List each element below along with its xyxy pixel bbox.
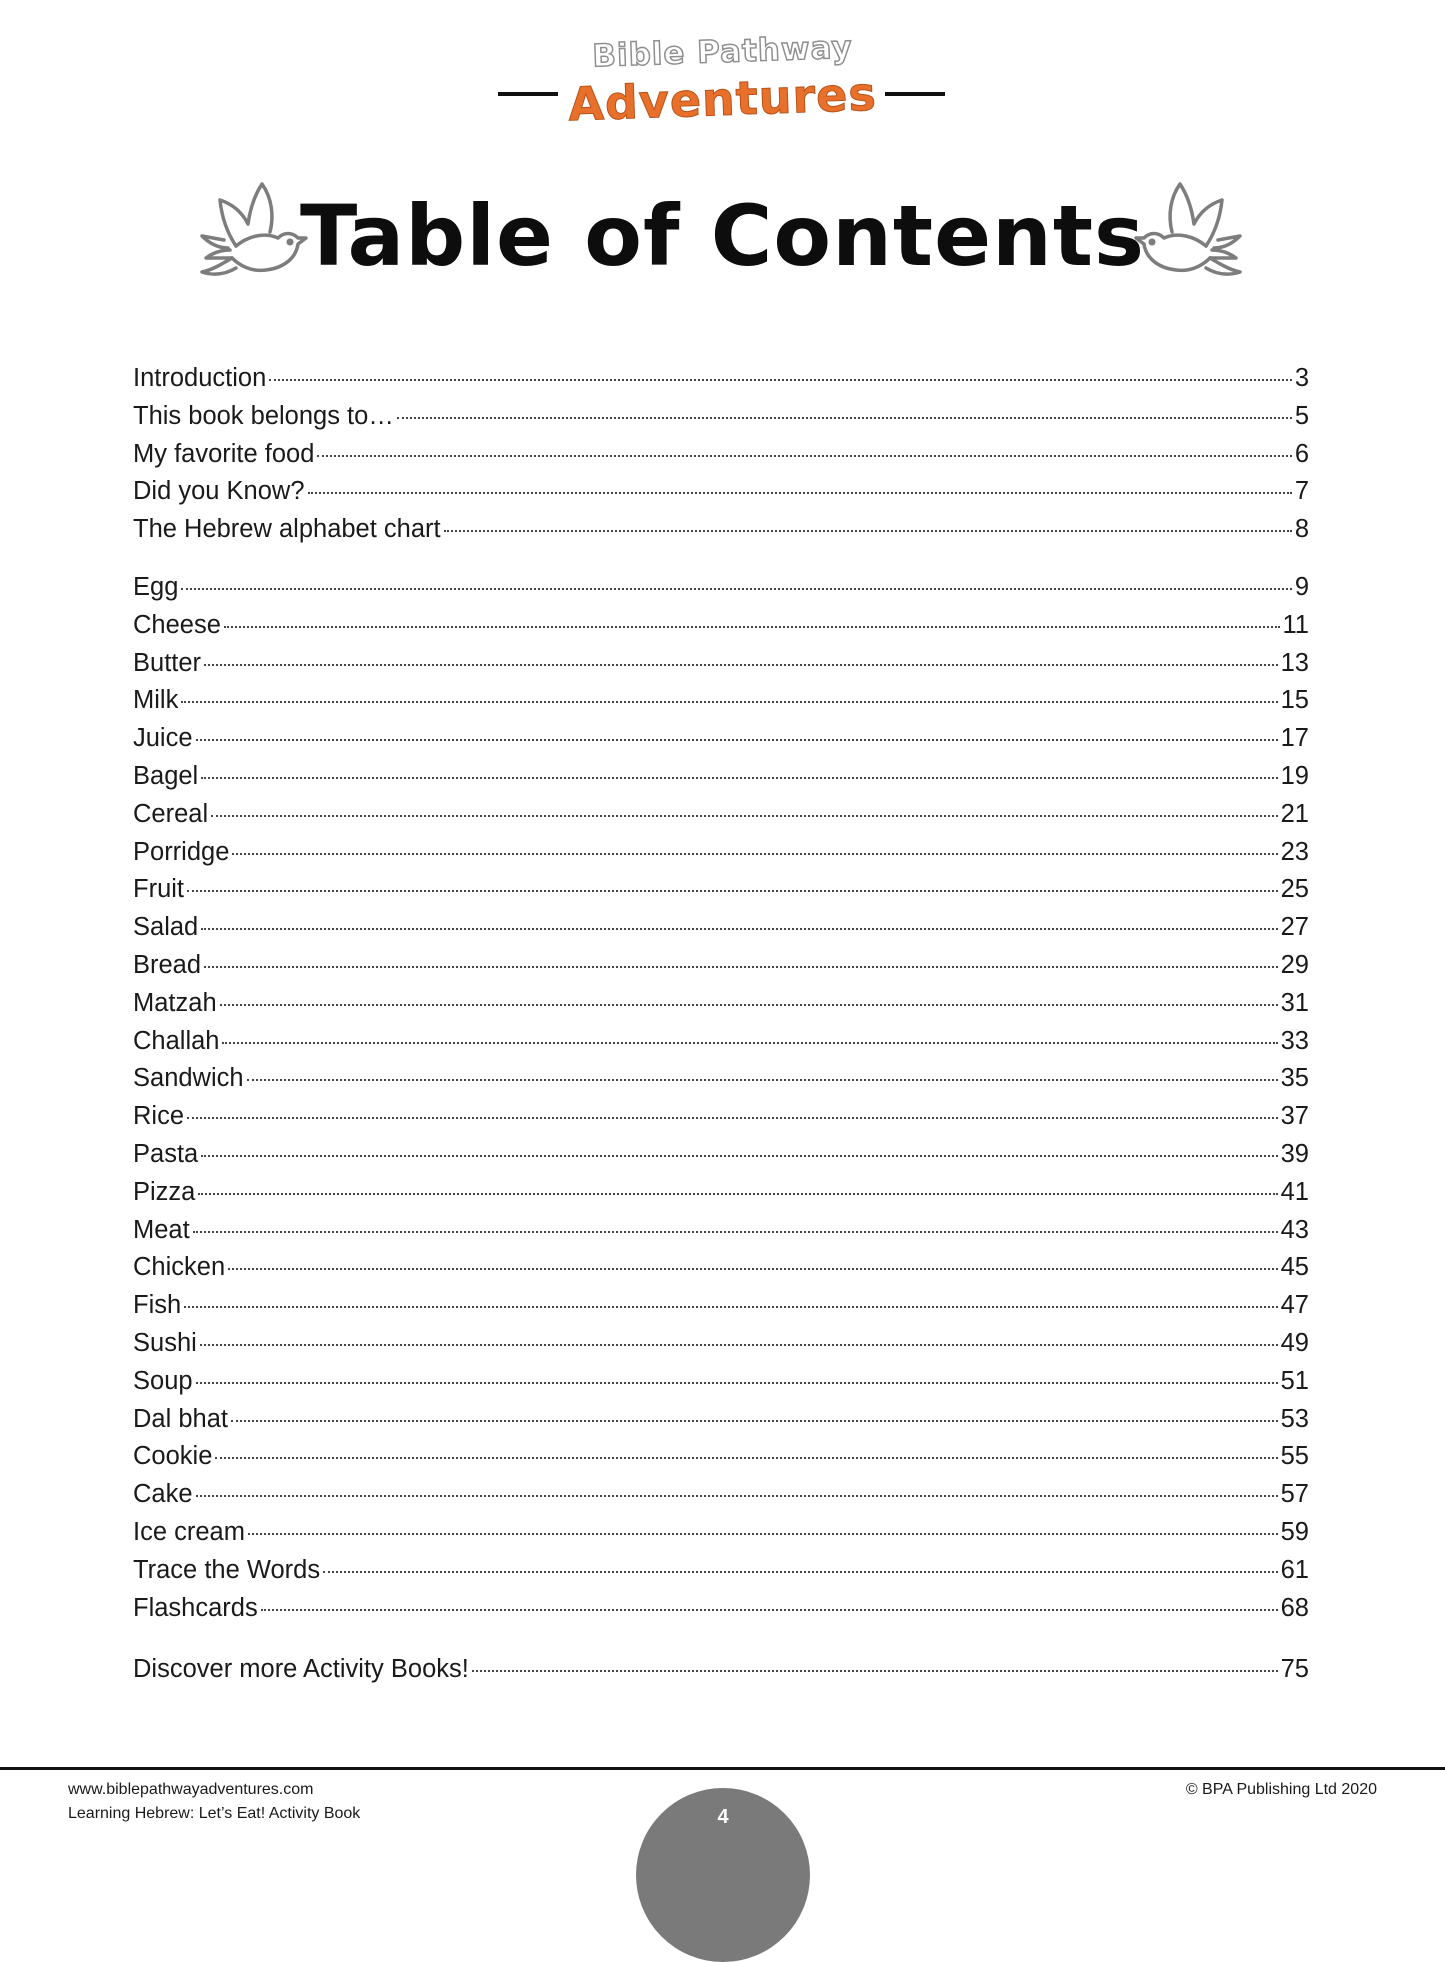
dot-leader bbox=[261, 1609, 1278, 1611]
toc-entry-label: Sandwich bbox=[133, 1064, 244, 1093]
footer-left bbox=[68, 1778, 360, 1826]
dot-leader bbox=[323, 1571, 1278, 1573]
page-number: 4 bbox=[717, 1806, 729, 1828]
footer-website: www.biblepathwayadventures.com bbox=[68, 1781, 314, 1798]
toc-entry-page: 17 bbox=[1280, 724, 1309, 753]
toc-entry-label: Flashcards bbox=[133, 1593, 258, 1622]
toc-entry bbox=[133, 402, 1309, 440]
toc-entry bbox=[133, 989, 1309, 1027]
toc-entry-label: Sushi bbox=[133, 1328, 197, 1357]
dot-leader bbox=[231, 1420, 1278, 1422]
toc-entry-label: Introduction bbox=[133, 364, 267, 392]
toc-entry-page: 47 bbox=[1280, 1291, 1309, 1320]
dot-leader bbox=[211, 815, 1278, 817]
toc-entry-page: 11 bbox=[1282, 610, 1309, 639]
publisher-logo bbox=[0, 29, 1445, 134]
toc-entry-label: Trace the Words bbox=[133, 1555, 321, 1584]
toc-entry-label: Meat bbox=[133, 1215, 190, 1244]
dot-leader bbox=[232, 853, 1277, 855]
toc-entry-page: 19 bbox=[1280, 761, 1309, 790]
toc-entry-page: 25 bbox=[1280, 875, 1309, 904]
toc-entry-page: 33 bbox=[1280, 1026, 1309, 1055]
page-title: Table of Contents bbox=[299, 187, 1146, 285]
toc-entry bbox=[133, 1027, 1309, 1065]
toc-entry-page: 21 bbox=[1280, 799, 1309, 828]
dot-leader bbox=[472, 1670, 1278, 1672]
dot-leader bbox=[201, 1155, 1277, 1157]
toc-entry-page: 35 bbox=[1280, 1064, 1309, 1093]
toc-entry bbox=[133, 1216, 1309, 1254]
toc-entry-label: Fish bbox=[133, 1291, 182, 1320]
dot-leader bbox=[222, 1042, 1277, 1044]
group-spacer bbox=[133, 553, 1309, 573]
toc-entry-label: Pasta bbox=[133, 1139, 199, 1168]
toc-entry bbox=[133, 1253, 1309, 1291]
dot-leader bbox=[181, 588, 1291, 590]
footer-book-title: Learning Hebrew: Let’s Eat! Activity Book bbox=[68, 1805, 361, 1822]
toc-entry-label: Bread bbox=[133, 950, 202, 979]
toc-entry-label: Discover more Activity Books! bbox=[133, 1655, 469, 1684]
toc-entry-label: Dal bhat bbox=[133, 1404, 228, 1433]
dot-leader bbox=[187, 890, 1278, 892]
toc-entry bbox=[133, 1102, 1309, 1140]
toc-entry-page: 13 bbox=[1280, 648, 1309, 677]
toc-entry bbox=[133, 573, 1309, 611]
toc-entry bbox=[133, 1594, 1309, 1632]
toc-entry-page: 43 bbox=[1280, 1215, 1309, 1244]
toc-entry bbox=[133, 686, 1309, 724]
toc-entry bbox=[133, 1405, 1309, 1443]
toc-entry-page: 68 bbox=[1280, 1593, 1309, 1622]
toc-entry-page: 31 bbox=[1280, 988, 1309, 1017]
dot-leader bbox=[228, 1268, 1277, 1270]
toc-entry bbox=[133, 838, 1309, 876]
toc-entry-page: 57 bbox=[1280, 1480, 1309, 1509]
dove-icon bbox=[1128, 176, 1250, 280]
dot-leader bbox=[247, 1079, 1278, 1081]
toc-entry-label: Rice bbox=[133, 1102, 185, 1131]
dot-leader bbox=[187, 1117, 1278, 1119]
toc-entry bbox=[133, 477, 1309, 515]
toc-entry-page: 9 bbox=[1294, 572, 1309, 601]
toc-entry-label: Cookie bbox=[133, 1442, 213, 1471]
toc-entry-label: Fruit bbox=[133, 875, 184, 904]
dot-leader bbox=[308, 492, 1292, 494]
toc-entry-page: 5 bbox=[1294, 401, 1309, 430]
toc-entry-label: Butter bbox=[133, 648, 202, 677]
logo-text-bottom: Adventures bbox=[567, 66, 878, 132]
toc-entry-page: 7 bbox=[1294, 477, 1309, 506]
toc-entry bbox=[133, 440, 1309, 478]
dot-leader bbox=[184, 1306, 1277, 1308]
dot-leader bbox=[193, 1231, 1278, 1233]
dot-leader bbox=[196, 739, 1278, 741]
toc-entry-page: 3 bbox=[1294, 364, 1309, 392]
toc-entry-label: Cereal bbox=[133, 799, 209, 828]
toc-entry bbox=[133, 762, 1309, 800]
logo-dash-left bbox=[498, 92, 558, 96]
toc-entry-page: 6 bbox=[1294, 439, 1309, 468]
table-of-contents bbox=[133, 364, 1309, 1693]
toc-entry-page: 45 bbox=[1280, 1253, 1309, 1282]
toc-entry bbox=[133, 913, 1309, 951]
dot-leader bbox=[201, 777, 1277, 779]
toc-entry bbox=[133, 875, 1309, 913]
toc-entry bbox=[133, 1556, 1309, 1594]
toc-entry-label: Salad bbox=[133, 913, 199, 942]
toc-entry-page: 29 bbox=[1280, 950, 1309, 979]
toc-entry-label: Cake bbox=[133, 1480, 193, 1509]
footer-copyright: © BPA Publishing Ltd 2020 bbox=[1185, 1781, 1377, 1798]
toc-entry-label: Porridge bbox=[133, 837, 230, 866]
dot-leader bbox=[204, 664, 1278, 666]
dot-leader bbox=[200, 1344, 1278, 1346]
toc-entry-label: Pizza bbox=[133, 1177, 196, 1206]
toc-entry-page: 59 bbox=[1280, 1517, 1309, 1546]
toc-entry-label: The Hebrew alphabet chart bbox=[133, 515, 441, 544]
footer-divider bbox=[0, 1767, 1445, 1770]
toc-entry-label: Matzah bbox=[133, 988, 217, 1017]
toc-entry-label: Juice bbox=[133, 724, 193, 753]
toc-entry bbox=[133, 1442, 1309, 1480]
logo-text-top: Bible Pathway bbox=[591, 29, 854, 75]
dot-leader bbox=[444, 530, 1292, 532]
toc-entry bbox=[133, 1655, 1309, 1693]
toc-entry bbox=[133, 724, 1309, 762]
toc-entry-label: This book belongs to… bbox=[133, 401, 394, 430]
toc-entry bbox=[133, 951, 1309, 989]
toc-entry-page: 55 bbox=[1280, 1442, 1309, 1471]
toc-entry-label: Ice cream bbox=[133, 1517, 245, 1546]
toc-entry bbox=[133, 1367, 1309, 1405]
group-spacer bbox=[133, 1631, 1309, 1655]
toc-entry-page: 39 bbox=[1280, 1139, 1309, 1168]
toc-entry bbox=[133, 1064, 1309, 1102]
dot-leader bbox=[317, 455, 1291, 457]
dot-leader bbox=[215, 1457, 1277, 1459]
dot-leader bbox=[198, 1193, 1277, 1195]
toc-entry-label: Milk bbox=[133, 686, 179, 715]
dot-leader bbox=[220, 1004, 1278, 1006]
toc-entry-page: 8 bbox=[1294, 515, 1309, 544]
toc-entry-label: Challah bbox=[133, 1026, 220, 1055]
toc-entry bbox=[133, 649, 1309, 687]
toc-entry-label: Chicken bbox=[133, 1253, 226, 1282]
toc-entry-label: My favorite food bbox=[133, 439, 315, 468]
toc-entry bbox=[133, 800, 1309, 838]
toc-entry bbox=[133, 364, 1309, 402]
dot-leader bbox=[224, 626, 1280, 628]
toc-entry-page: 49 bbox=[1280, 1328, 1309, 1357]
dot-leader bbox=[248, 1533, 1278, 1535]
dot-leader bbox=[204, 966, 1278, 968]
toc-entry-label: Egg bbox=[133, 572, 179, 601]
dot-leader bbox=[196, 1495, 1278, 1497]
dot-leader bbox=[397, 417, 1292, 419]
toc-entry bbox=[133, 1329, 1309, 1367]
toc-entry bbox=[133, 1518, 1309, 1556]
toc-entry-page: 37 bbox=[1280, 1102, 1309, 1131]
toc-entry-label: Soup bbox=[133, 1366, 193, 1395]
toc-entry-page: 61 bbox=[1280, 1555, 1309, 1584]
toc-entry bbox=[133, 1178, 1309, 1216]
toc-entry-label: Cheese bbox=[133, 610, 221, 639]
toc-entry bbox=[133, 515, 1309, 553]
toc-entry-label: Did you Know? bbox=[133, 477, 305, 506]
toc-entry-page: 15 bbox=[1280, 686, 1309, 715]
toc-entry-page: 75 bbox=[1280, 1655, 1309, 1684]
toc-entry-page: 51 bbox=[1280, 1366, 1309, 1395]
toc-entry bbox=[133, 1140, 1309, 1178]
toc-entry-page: 53 bbox=[1280, 1404, 1309, 1433]
toc-entry-label: Bagel bbox=[133, 761, 199, 790]
toc-entry-page: 23 bbox=[1280, 837, 1309, 866]
dot-leader bbox=[196, 1382, 1278, 1384]
dot-leader bbox=[201, 928, 1277, 930]
toc-entry-page: 41 bbox=[1280, 1177, 1309, 1206]
logo-dash-right bbox=[885, 92, 945, 96]
toc-entry-page: 27 bbox=[1280, 913, 1309, 942]
dot-leader bbox=[181, 701, 1277, 703]
toc-entry bbox=[133, 1480, 1309, 1518]
dot-leader bbox=[269, 379, 1292, 381]
toc-entry bbox=[133, 1291, 1309, 1329]
toc-entry bbox=[133, 611, 1309, 649]
